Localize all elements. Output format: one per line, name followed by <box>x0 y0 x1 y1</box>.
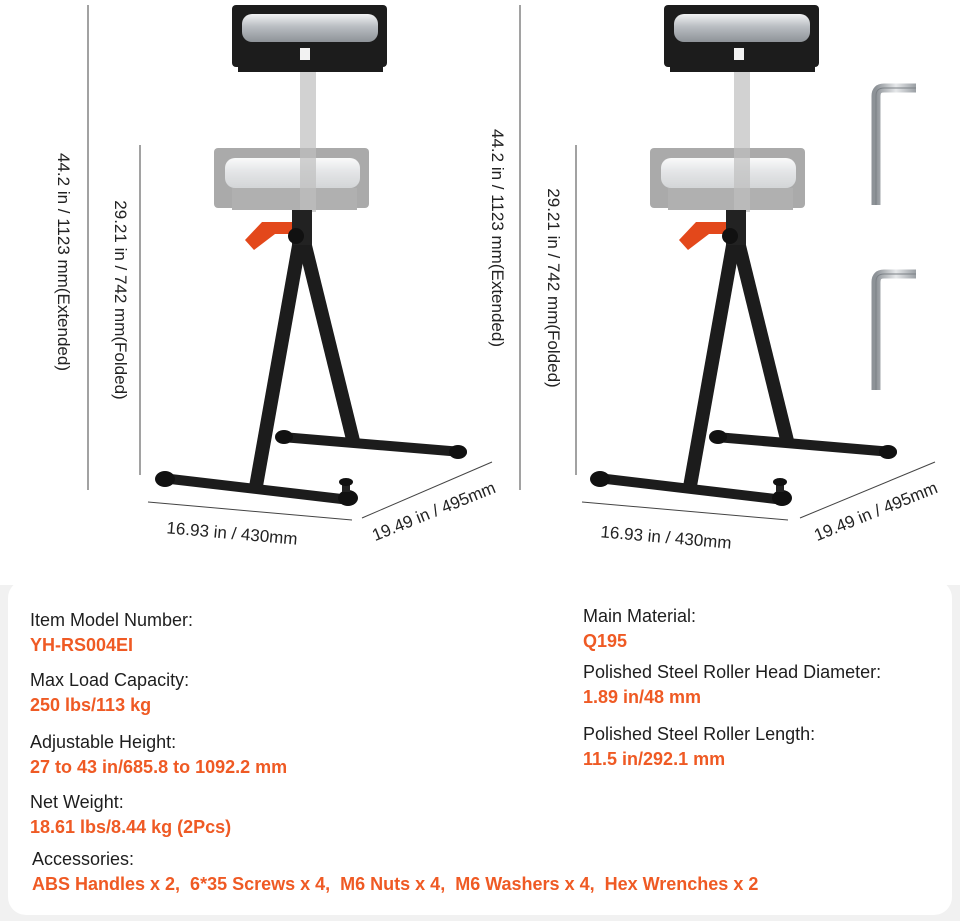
height-extended-label: 44.2 in / 1123 mm(Extended) <box>488 129 507 347</box>
hex-wrench-icon <box>876 88 916 205</box>
depth-label: 19.49 in / 495mm <box>369 478 499 545</box>
height-folded-label: 29.21 in / 742 mm(Folded) <box>544 188 563 388</box>
spec-height <box>30 730 287 779</box>
spec-value: 250 lbs/113 kg <box>30 695 152 715</box>
spec-label: Adjustable Height: <box>30 732 177 752</box>
spec-diameter <box>583 660 881 709</box>
spec-value: 18.61 lbs/8.44 kg (2Pcs) <box>30 817 232 837</box>
spec-value: YH-RS004EI <box>30 635 134 655</box>
spec-label: Polished Steel Roller Head Diameter: <box>583 662 882 682</box>
height-folded-label: 29.21 in / 742 mm(Folded) <box>111 200 130 400</box>
spec-value: Q195 <box>583 631 628 651</box>
spec-value: 27 to 43 in/685.8 to 1092.2 mm <box>30 757 288 777</box>
spec-value: 11.5 in/292.1 mm <box>583 749 726 769</box>
spec-value: 1.89 in/48 mm <box>583 687 702 707</box>
depth-label: 19.49 in / 495mm <box>811 478 941 545</box>
height-extended-label: 44.2 in / 1123 mm(Extended) <box>54 153 73 371</box>
spec-material <box>583 604 696 653</box>
width-label: 16.93 in / 430mm <box>599 522 733 553</box>
spec-label: Item Model Number: <box>30 610 194 630</box>
spec-label: Net Weight: <box>30 792 124 812</box>
spec-label: Max Load Capacity: <box>30 670 190 690</box>
spec-accessories <box>32 847 758 896</box>
specifications-panel <box>8 580 952 915</box>
spec-weight <box>30 790 231 839</box>
spec-model <box>30 608 193 657</box>
spec-length <box>583 722 815 771</box>
spec-value: ABS Handles x 2, 6*35 Screws x 4, M6 Nuts x 4, M6 Washers x 4, Hex Wrenches x 2 <box>32 874 759 894</box>
spec-label: Polished Steel Roller Length: <box>583 724 816 744</box>
spec-label: Main Material: <box>583 606 697 626</box>
width-label: 16.93 in / 430mm <box>165 518 299 549</box>
roller-stand-icon <box>88 5 492 520</box>
roller-stand-icon <box>520 5 935 520</box>
hex-wrench-icon <box>876 274 916 390</box>
spec-label: Accessories: <box>32 849 135 869</box>
spec-load <box>30 668 189 717</box>
